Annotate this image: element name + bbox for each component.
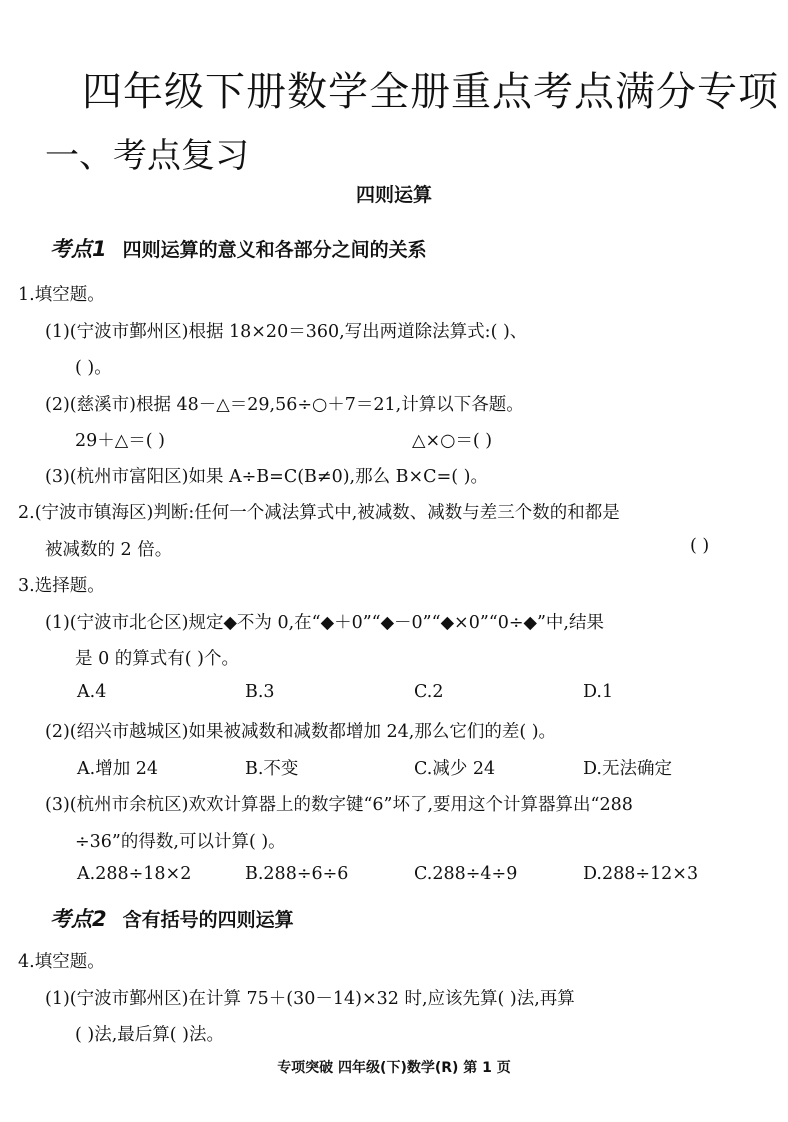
question-2-cont: 被减数的 2 倍。 bbox=[45, 540, 173, 560]
kaodian-1-heading bbox=[50, 233, 427, 263]
option-b: B.288÷6÷6 bbox=[245, 864, 349, 884]
topic-subtitle: 四则运算 bbox=[355, 184, 432, 206]
option-d: D.1 bbox=[583, 682, 614, 702]
option-d: D.288÷12×3 bbox=[583, 864, 699, 884]
question-1-1-cont: ( )。 bbox=[75, 358, 112, 378]
option-a: A.4 bbox=[77, 682, 107, 702]
option-c: C.288÷4÷9 bbox=[414, 864, 518, 884]
page-title: 四年级下册数学全册重点考点满分专项 bbox=[82, 69, 779, 115]
section-heading: 一、考点复习 bbox=[45, 136, 249, 176]
question-1-1: (1)(宁波市鄞州区)根据 18×20＝360,写出两道除法算式:( )、 bbox=[45, 322, 528, 342]
option-c: C.减少 24 bbox=[414, 759, 496, 779]
question-4-heading: 4.填空题。 bbox=[18, 952, 105, 972]
option-a: A.增加 24 bbox=[77, 759, 159, 779]
question-4-1-cont: ( )法,最后算( )法。 bbox=[75, 1025, 224, 1045]
question-3-3: (3)(杭州市余杭区)欢欢计算器上的数字键“6”坏了,要用这个计算器算出“288 bbox=[45, 795, 633, 815]
question-3-heading: 3.选择题。 bbox=[18, 576, 105, 596]
option-c: C.2 bbox=[414, 682, 444, 702]
question-1-2-b: △×○＝( ) bbox=[412, 431, 493, 451]
kaodian-tag: 考点2 bbox=[50, 907, 107, 931]
question-1-heading: 1.填空题。 bbox=[18, 285, 105, 305]
option-a: A.288÷18×2 bbox=[77, 864, 192, 884]
page-footer: 专项突破 四年级(下)数学(R) 第 1 页 bbox=[277, 1060, 511, 1076]
question-1-3: (3)(杭州市富阳区)如果 A÷B=C(B≠0),那么 B×C=( )。 bbox=[45, 467, 488, 487]
kaodian-2-heading bbox=[50, 903, 294, 933]
option-d: D.无法确定 bbox=[583, 759, 672, 779]
question-1-2: (2)(慈溪市)根据 48－△＝29,56÷○＋7＝21,计算以下各题。 bbox=[45, 395, 524, 415]
question-3-3-cont: ÷36”的得数,可以计算( )。 bbox=[75, 832, 286, 852]
question-4-1: (1)(宁波市鄞州区)在计算 75＋(30－14)×32 时,应该先算( )法,再算 bbox=[45, 989, 575, 1009]
question-3-1-cont: 是 0 的算式有( )个。 bbox=[75, 649, 239, 669]
question-2: 2.(宁波市镇海区)判断:任何一个减法算式中,被减数、减数与差三个数的和都是 bbox=[18, 503, 620, 523]
kaodian-text: 含有括号的四则运算 bbox=[122, 909, 294, 931]
option-b: B.3 bbox=[245, 682, 275, 702]
question-3-1: (1)(宁波市北仑区)规定◆不为 0,在“◆＋0”“◆－0”“◆×0”“0÷◆”中,结果 bbox=[45, 613, 604, 633]
kaodian-text: 四则运算的意义和各部分之间的关系 bbox=[122, 239, 427, 261]
judgement-blank: ( ) bbox=[690, 536, 710, 556]
question-3-2: (2)(绍兴市越城区)如果被减数和减数都增加 24,那么它们的差( )。 bbox=[45, 722, 557, 742]
kaodian-tag: 考点1 bbox=[50, 237, 107, 261]
option-b: B.不变 bbox=[245, 759, 299, 779]
question-1-2-a: 29＋△＝( ) bbox=[75, 431, 165, 451]
